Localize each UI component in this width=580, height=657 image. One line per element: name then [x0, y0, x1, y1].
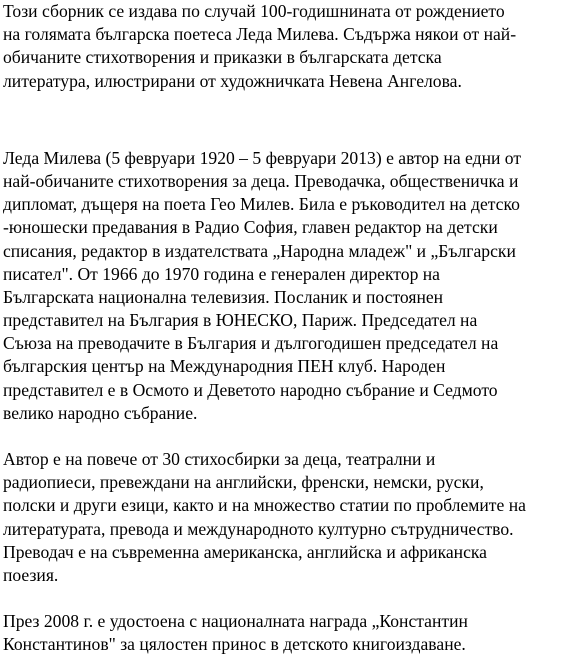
paragraph-spacer: [3, 425, 577, 448]
text-line: литературата, превода и международното културно сътрудничество.: [3, 518, 514, 539]
text-line: Леда Милева (5 февруари 1920 – 5 февруари 2013) е автор на едни от: [3, 147, 522, 168]
text-line: обичаните стихотворения и приказки в българската детска: [3, 47, 442, 68]
paragraph-spacer: [3, 93, 577, 147]
text-line: полски и други езици, както и на множество статии по проблемите на: [3, 495, 526, 516]
text-line: българския център на Международния ПЕН клуб. Народен: [3, 356, 446, 377]
text-line: През 2008 г. е удостоена с националната награда „Константин: [3, 611, 468, 632]
text-line: Преводач е на съвременна американска, английска и африканска: [3, 541, 487, 562]
works-paragraph: [3, 448, 577, 587]
award-paragraph: [3, 610, 577, 656]
text-line: Константинов" за цялостен принос в детското книгоиздаване.: [3, 634, 466, 655]
text-line: най-обичаните стихотворения за деца. Преводачка, общественичка и: [3, 170, 519, 191]
text-line: Автор е на повече от 30 стихосбирки за деца, театрални и: [3, 449, 436, 469]
biography-paragraph: [3, 147, 577, 425]
text-line: Този сборник се издава по случай 100-годишнината от рождението: [3, 1, 505, 21]
text-line: представител е в Осмото и Деветото народно събрание и Седмото: [3, 379, 498, 400]
text-line: дипломат, дъщеря на поета Гео Милев. Била е ръководител на детско: [3, 194, 520, 215]
text-line: писател". От 1966 до 1970 година е генерален директор на: [3, 263, 440, 284]
text-line: литература, илюстрирани от художничката Невена Ангелова.: [3, 70, 462, 91]
text-line: поезия.: [3, 564, 59, 585]
text-line: представител на България в ЮНЕСКО, Париж. Председател на: [3, 310, 478, 331]
text-line: Българската национална телевизия. Посланик и постоянен: [3, 286, 444, 307]
document-page: [3, 0, 577, 657]
text-line: радиопиеси, превеждани на английски, френски, немски, руски,: [3, 472, 484, 493]
text-line: на голямата българска поетеса Леда Милева. Съдържа някои от най-: [3, 24, 517, 45]
intro-paragraph: [3, 0, 577, 93]
text-line: списания, редактор в издателствата „Народна младеж" и „Български: [3, 240, 516, 261]
text-line: -юношески предавания в Радио София, главен редактор на детски: [3, 217, 498, 238]
paragraph-spacer: [3, 587, 577, 610]
text-line: Съюза на преводачите в България и дългогодишен председател на: [3, 333, 499, 354]
text-line: велико народно събрание.: [3, 402, 198, 423]
